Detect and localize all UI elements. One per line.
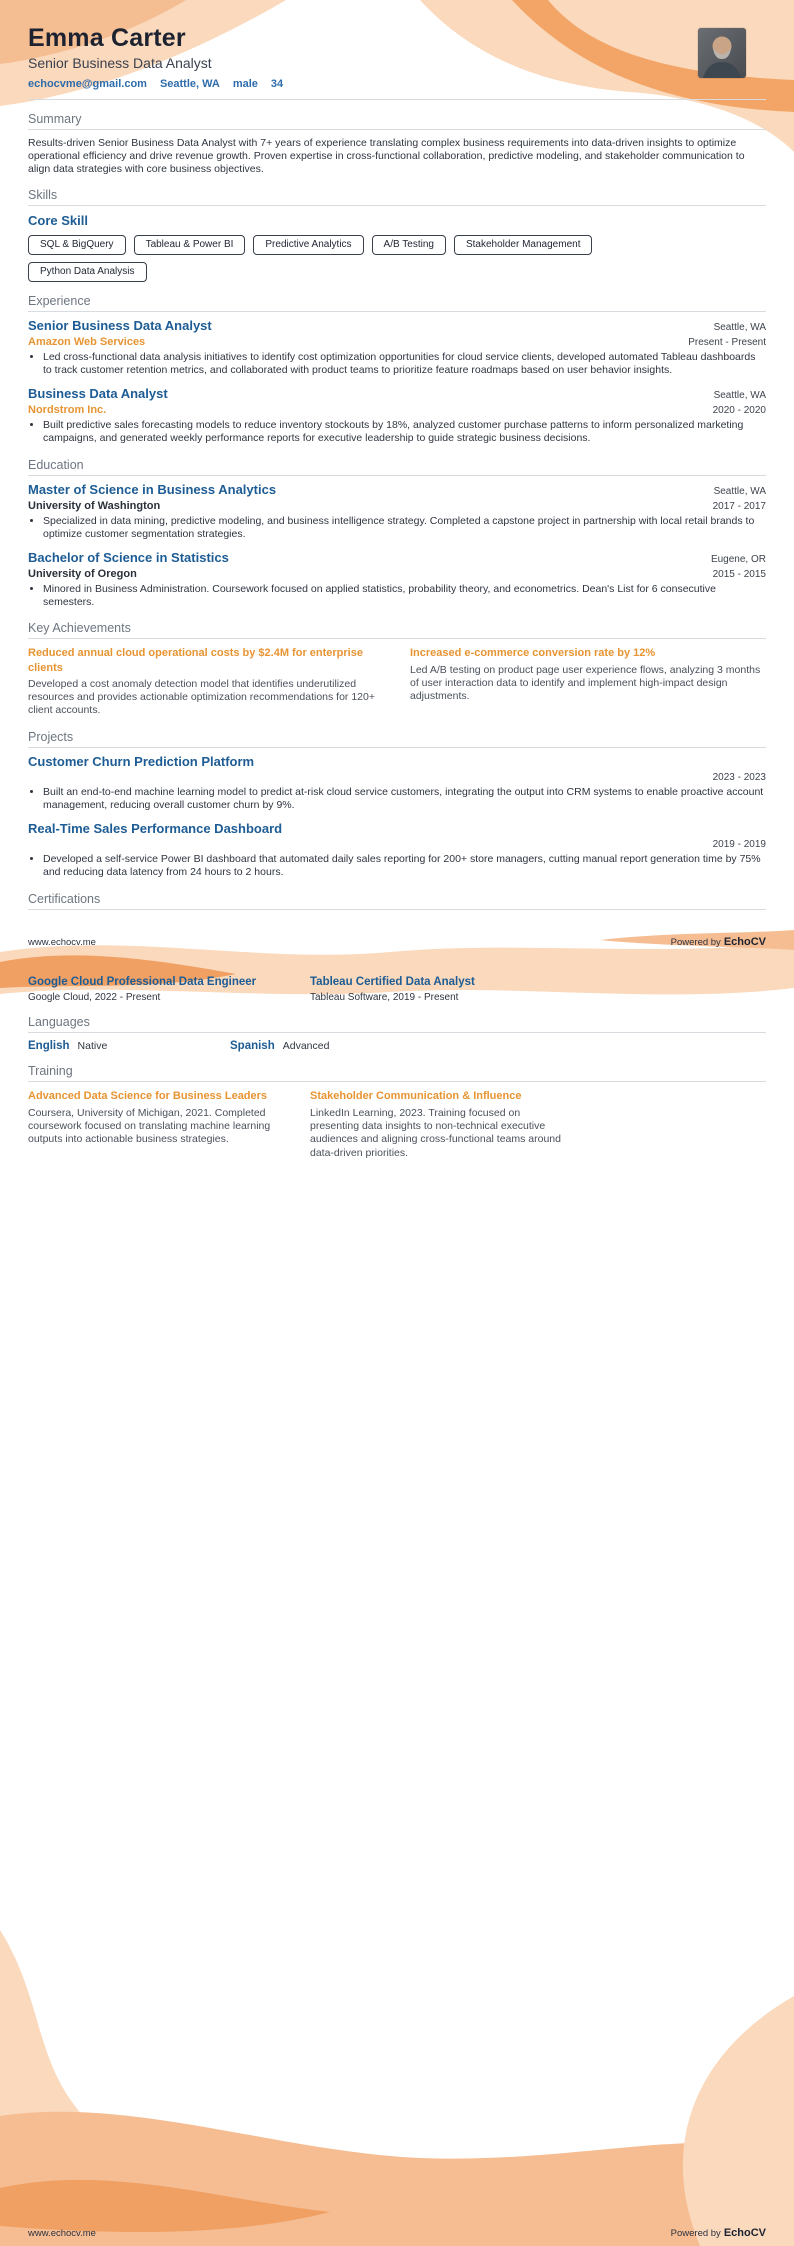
contact-gender: male — [232, 77, 258, 90]
training-heading: Advanced Data Science for Business Leaders — [28, 1090, 268, 1103]
section-certifications — [28, 892, 766, 910]
achievement-text: Developed a cost anomaly detection model that identifies underutilized resources and provides actionable optimization recommendations for 120+ client accounts. — [28, 677, 375, 717]
achievement-heading: Reduced annual cloud operational costs by $2.4M for enterprise clients — [28, 647, 363, 674]
project-dates: 2019 - 2019 — [712, 839, 766, 851]
certification-item — [28, 976, 310, 1004]
achievement-item — [28, 646, 384, 717]
certification-name: Google Cloud Professional Data Engineer — [28, 975, 257, 988]
section-title-key-achievements: Key Achievements — [28, 621, 766, 639]
section-title-summary: Summary — [28, 112, 766, 130]
position-title: Senior Business Data Analyst — [28, 317, 212, 333]
skill-chip: A/B Testing — [372, 235, 446, 255]
position-location: Seattle, WA — [713, 321, 766, 333]
project-title: Real-Time Sales Performance Dashboard — [28, 821, 283, 837]
education-dates: 2015 - 2015 — [712, 568, 766, 580]
skill-chip: Stakeholder Management — [454, 235, 593, 255]
position-dates: 2020 - 2020 — [712, 405, 766, 417]
project-entry — [28, 822, 766, 879]
section-title-projects: Projects — [28, 730, 766, 748]
language-item — [230, 1040, 329, 1052]
language-name: English — [28, 1040, 70, 1053]
section-title-certifications: Certifications — [28, 892, 766, 910]
training-text: LinkedIn Learning, 2023. Training focused on presenting data insights to non-technical executive audiences and aligning cross-functional teams around data-driven priorities. — [310, 1106, 561, 1159]
degree-title: Master of Science in Business Analytics — [28, 481, 277, 497]
certification-issuer: Google Cloud, 2022 - Present — [28, 992, 161, 1004]
skill-chip: Python Data Analysis — [28, 262, 147, 282]
profile-photo — [698, 28, 746, 78]
education-entry — [28, 483, 766, 541]
contact-row — [28, 78, 766, 90]
section-education — [28, 458, 766, 610]
contact-email[interactable]: echocvme@gmail.com — [28, 77, 147, 90]
school-location: Seattle, WA — [713, 485, 766, 497]
skill-chip-list — [28, 235, 618, 282]
language-item — [28, 1040, 107, 1052]
school-name: University of Washington — [28, 499, 161, 512]
school-location: Eugene, OR — [710, 554, 766, 566]
section-training — [28, 1064, 766, 1160]
education-entry — [28, 551, 766, 609]
bottom-wave-decoration — [0, 1900, 794, 2246]
experience-entry — [28, 319, 766, 377]
site-link[interactable]: www.echocv.me — [28, 936, 96, 948]
training-item — [310, 1089, 592, 1160]
certification-name: Tableau Certified Data Analyst — [310, 975, 475, 988]
project-dates: 2023 - 2023 — [712, 771, 766, 783]
certification-list — [28, 976, 766, 1004]
degree-title: Bachelor of Science in Statistics — [28, 550, 229, 566]
training-item — [28, 1089, 310, 1160]
section-skills — [28, 188, 766, 282]
brand-name: EchoCV — [723, 935, 766, 948]
header-divider — [28, 99, 766, 100]
section-summary — [28, 112, 766, 176]
summary-text: Results-driven Senior Business Data Analyst with 7+ years of experience translating complex business requirements into data-driven insights to optimize operational efficiency and drive revenue growth. Proven expertise in cross-functional collaboration, predictive modeling, and stakeholder communication to align data strategies with core business objectives. — [28, 136, 745, 175]
powered-by-prefix: Powered by — [670, 936, 721, 948]
training-text: Coursera, University of Michigan, 2021. Completed coursework focused on translating machine learning outputs into actionable business strategies. — [28, 1106, 271, 1146]
education-dates: 2017 - 2017 — [712, 500, 766, 512]
achievement-item — [410, 646, 766, 717]
company-name: Nordstrom Inc. — [28, 404, 107, 417]
resume-header — [28, 0, 766, 100]
achievement-heading: Increased e-commerce conversion rate by 12% — [410, 647, 656, 660]
section-experience — [28, 294, 766, 446]
brand-name: EchoCV — [723, 2227, 766, 2239]
education-bullet: • Minored in Business Administration. Coursework focused on applied statistics, probability theory, and econometrics. Dean's List for 6 consecutive semesters. — [43, 583, 766, 609]
language-level: Native — [77, 1040, 108, 1053]
skill-chip: SQL & BigQuery — [28, 235, 126, 255]
project-entry — [28, 755, 766, 812]
section-title-skills: Skills — [28, 188, 766, 206]
contact-location: Seattle, WA — [159, 77, 220, 90]
company-name: Amazon Web Services — [28, 335, 146, 348]
skill-chip: Predictive Analytics — [253, 235, 363, 255]
position-dates: Present - Present — [688, 336, 766, 348]
experience-entry — [28, 387, 766, 445]
powered-by[interactable] — [671, 2227, 766, 2239]
site-link[interactable]: www.echocv.me — [28, 2228, 96, 2239]
section-title-training: Training — [28, 1064, 766, 1082]
skill-group-title: Core Skill — [28, 212, 88, 228]
position-location: Seattle, WA — [713, 390, 766, 402]
powered-by-prefix: Powered by — [670, 2228, 721, 2239]
certification-item — [310, 976, 592, 1004]
position-bullet: • Built predictive sales forecasting models to reduce inventory stockouts by 18%, analyzed customer purchase patterns to inform personalized marketing campaigns, and generated weekly performance reports for executive leadership to guide strategic business decisions. — [43, 419, 766, 445]
section-languages — [28, 1015, 766, 1052]
school-name: University of Oregon — [28, 567, 137, 580]
language-level: Advanced — [282, 1040, 330, 1053]
language-name: Spanish — [230, 1040, 275, 1053]
position-title: Business Data Analyst — [28, 386, 168, 402]
skill-chip: Tableau & Power BI — [134, 235, 246, 255]
section-title-education: Education — [28, 458, 766, 476]
candidate-name: Emma Carter — [28, 24, 186, 52]
project-bullet: • Built an end-to-end machine learning model to predict at-risk cloud service customers, integrating the output into CRM systems to enable proactive account management, reducing overall customer churn by 9%. — [43, 786, 766, 812]
training-heading: Stakeholder Communication & Influence — [310, 1090, 522, 1103]
contact-age: 34 — [270, 77, 284, 90]
education-bullet: • Specialized in data mining, predictive modeling, and business intelligence strategy. Completed a capstone project in partnership with local retail brands to optimize customer segmentation strategies. — [43, 515, 766, 541]
project-title: Customer Churn Prediction Platform — [28, 753, 255, 769]
section-title-experience: Experience — [28, 294, 766, 312]
page-footer-bottom — [28, 2227, 766, 2239]
achievement-text: Led A/B testing on product page user experience flows, analyzing 3 months of user interaction data to identify and implement high-impact design adjustments. — [410, 663, 761, 703]
powered-by[interactable] — [671, 936, 766, 948]
position-bullet: • Led cross-functional data analysis initiatives to identify cost optimization opportunities for cloud service clients, developed automated Tableau dashboards to track customer retention metrics, and collaborated with product teams to prioritize feature roadmaps based on user behavior insights. — [43, 351, 766, 377]
project-bullet: • Developed a self-service Power BI dashboard that automated daily sales reporting for 200+ store managers, cutting manual report generation time by 75% and reducing data latency from 24 hours to 2 hours. — [43, 853, 766, 879]
candidate-job-title: Senior Business Data Analyst — [28, 54, 212, 71]
section-projects — [28, 730, 766, 880]
section-title-languages: Languages — [28, 1015, 766, 1033]
page-footer — [28, 936, 766, 948]
section-key-achievements — [28, 621, 766, 717]
certification-issuer: Tableau Software, 2019 - Present — [310, 992, 459, 1004]
